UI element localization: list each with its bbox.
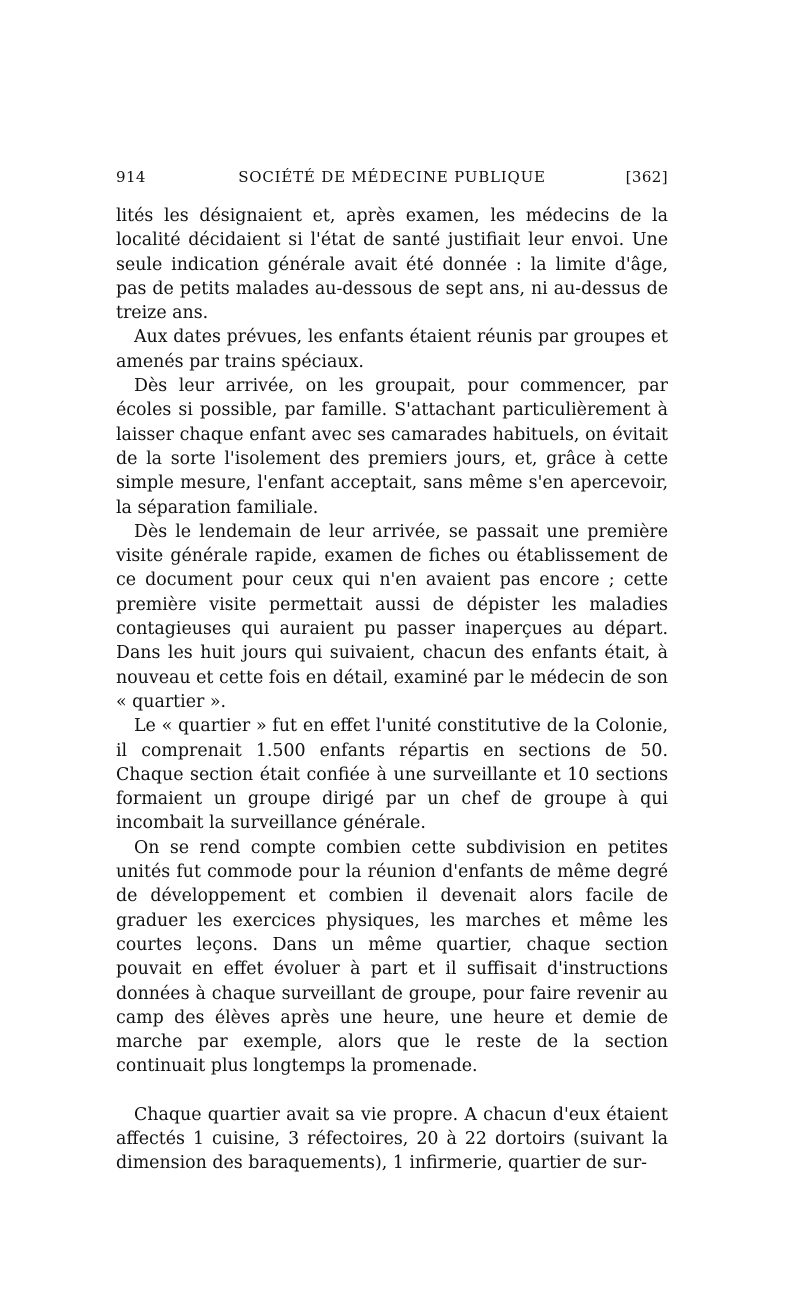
paragraph: On se rend compte combien cette subdivision en petites unités fut commode pour la réunion d'enfants de même degré de développement et combien il devenait alors facile de graduer les exercices physiques, les marches et même les courtes leçons. Dans un même quartier, chaque section pouvait en effet évoluer à part et il suffisait d'instructions données à chaque surveillant de groupe, pour faire revenir au camp des élèves après une heure, une heure et demie de marche par exemple, alors que le reste de la section continuait plus longtemps la promenade. <box>116 837 668 1077</box>
paragraph-continued: lités les désignaient et, après examen, les médecins de la localité décidaient si l'état de santé justifiait leur envoi. Une seule indication générale avait été donnée : la limite d'âge, pas de petits malades au-dessous de sept ans, ni au-dessus de treize ans. <box>116 206 668 324</box>
running-title: SOCIÉTÉ DE MÉDECINE PUBLIQUE <box>238 168 546 186</box>
section-reference: [362] <box>625 168 668 186</box>
paragraph: Dès le lendemain de leur arrivée, se passait une première visite générale rapide, examen de fiches ou établissement de ce document pour ceux qui n'en avaient pas encore ; cette première visite permettait aussi de dépister les maladies contagieuses qui auraient pu passer inaperçues au départ. Dans les huit jours qui suivaient, chacun des enfants était, à nouveau et cette fois en détail, examiné par le médecin de son « quartier ». <box>116 521 668 712</box>
page-number: 914 <box>116 168 146 186</box>
paragraph: Chaque quartier avait sa vie propre. A chacun d'eux étaient affectés 1 cuisine, 3 réfectoires, 20 à 22 dortoirs (suivant la dimension des baraquements), 1 infirmerie, quartier de sur- <box>116 1104 668 1174</box>
paragraph: Le « quartier » fut en effet l'unité constitutive de la Colonie, il comprenait 1.500 enfants répartis en sections de 50. Chaque section était confiée à une surveillante et 10 sections formaient un groupe dirigé par un chef de groupe à qui incombait la surveillance générale. <box>116 716 668 834</box>
paragraph: Dès leur arrivée, on les groupait, pour commencer, par écoles si possible, par famille. S'attachant particulièrement à laisser chaque enfant avec ses camarades habituels, on évitait de la sorte l'isolement des premiers jours, et, grâce à cette simple mesure, l'enfant acceptait, sans même s'en apercevoir, la séparation familiale. <box>116 376 668 518</box>
page-header <box>116 168 668 192</box>
body-text <box>116 204 668 1176</box>
paragraph: Aux dates prévues, les enfants étaient réunis par groupes et amenés par trains spéciaux. <box>116 327 668 372</box>
